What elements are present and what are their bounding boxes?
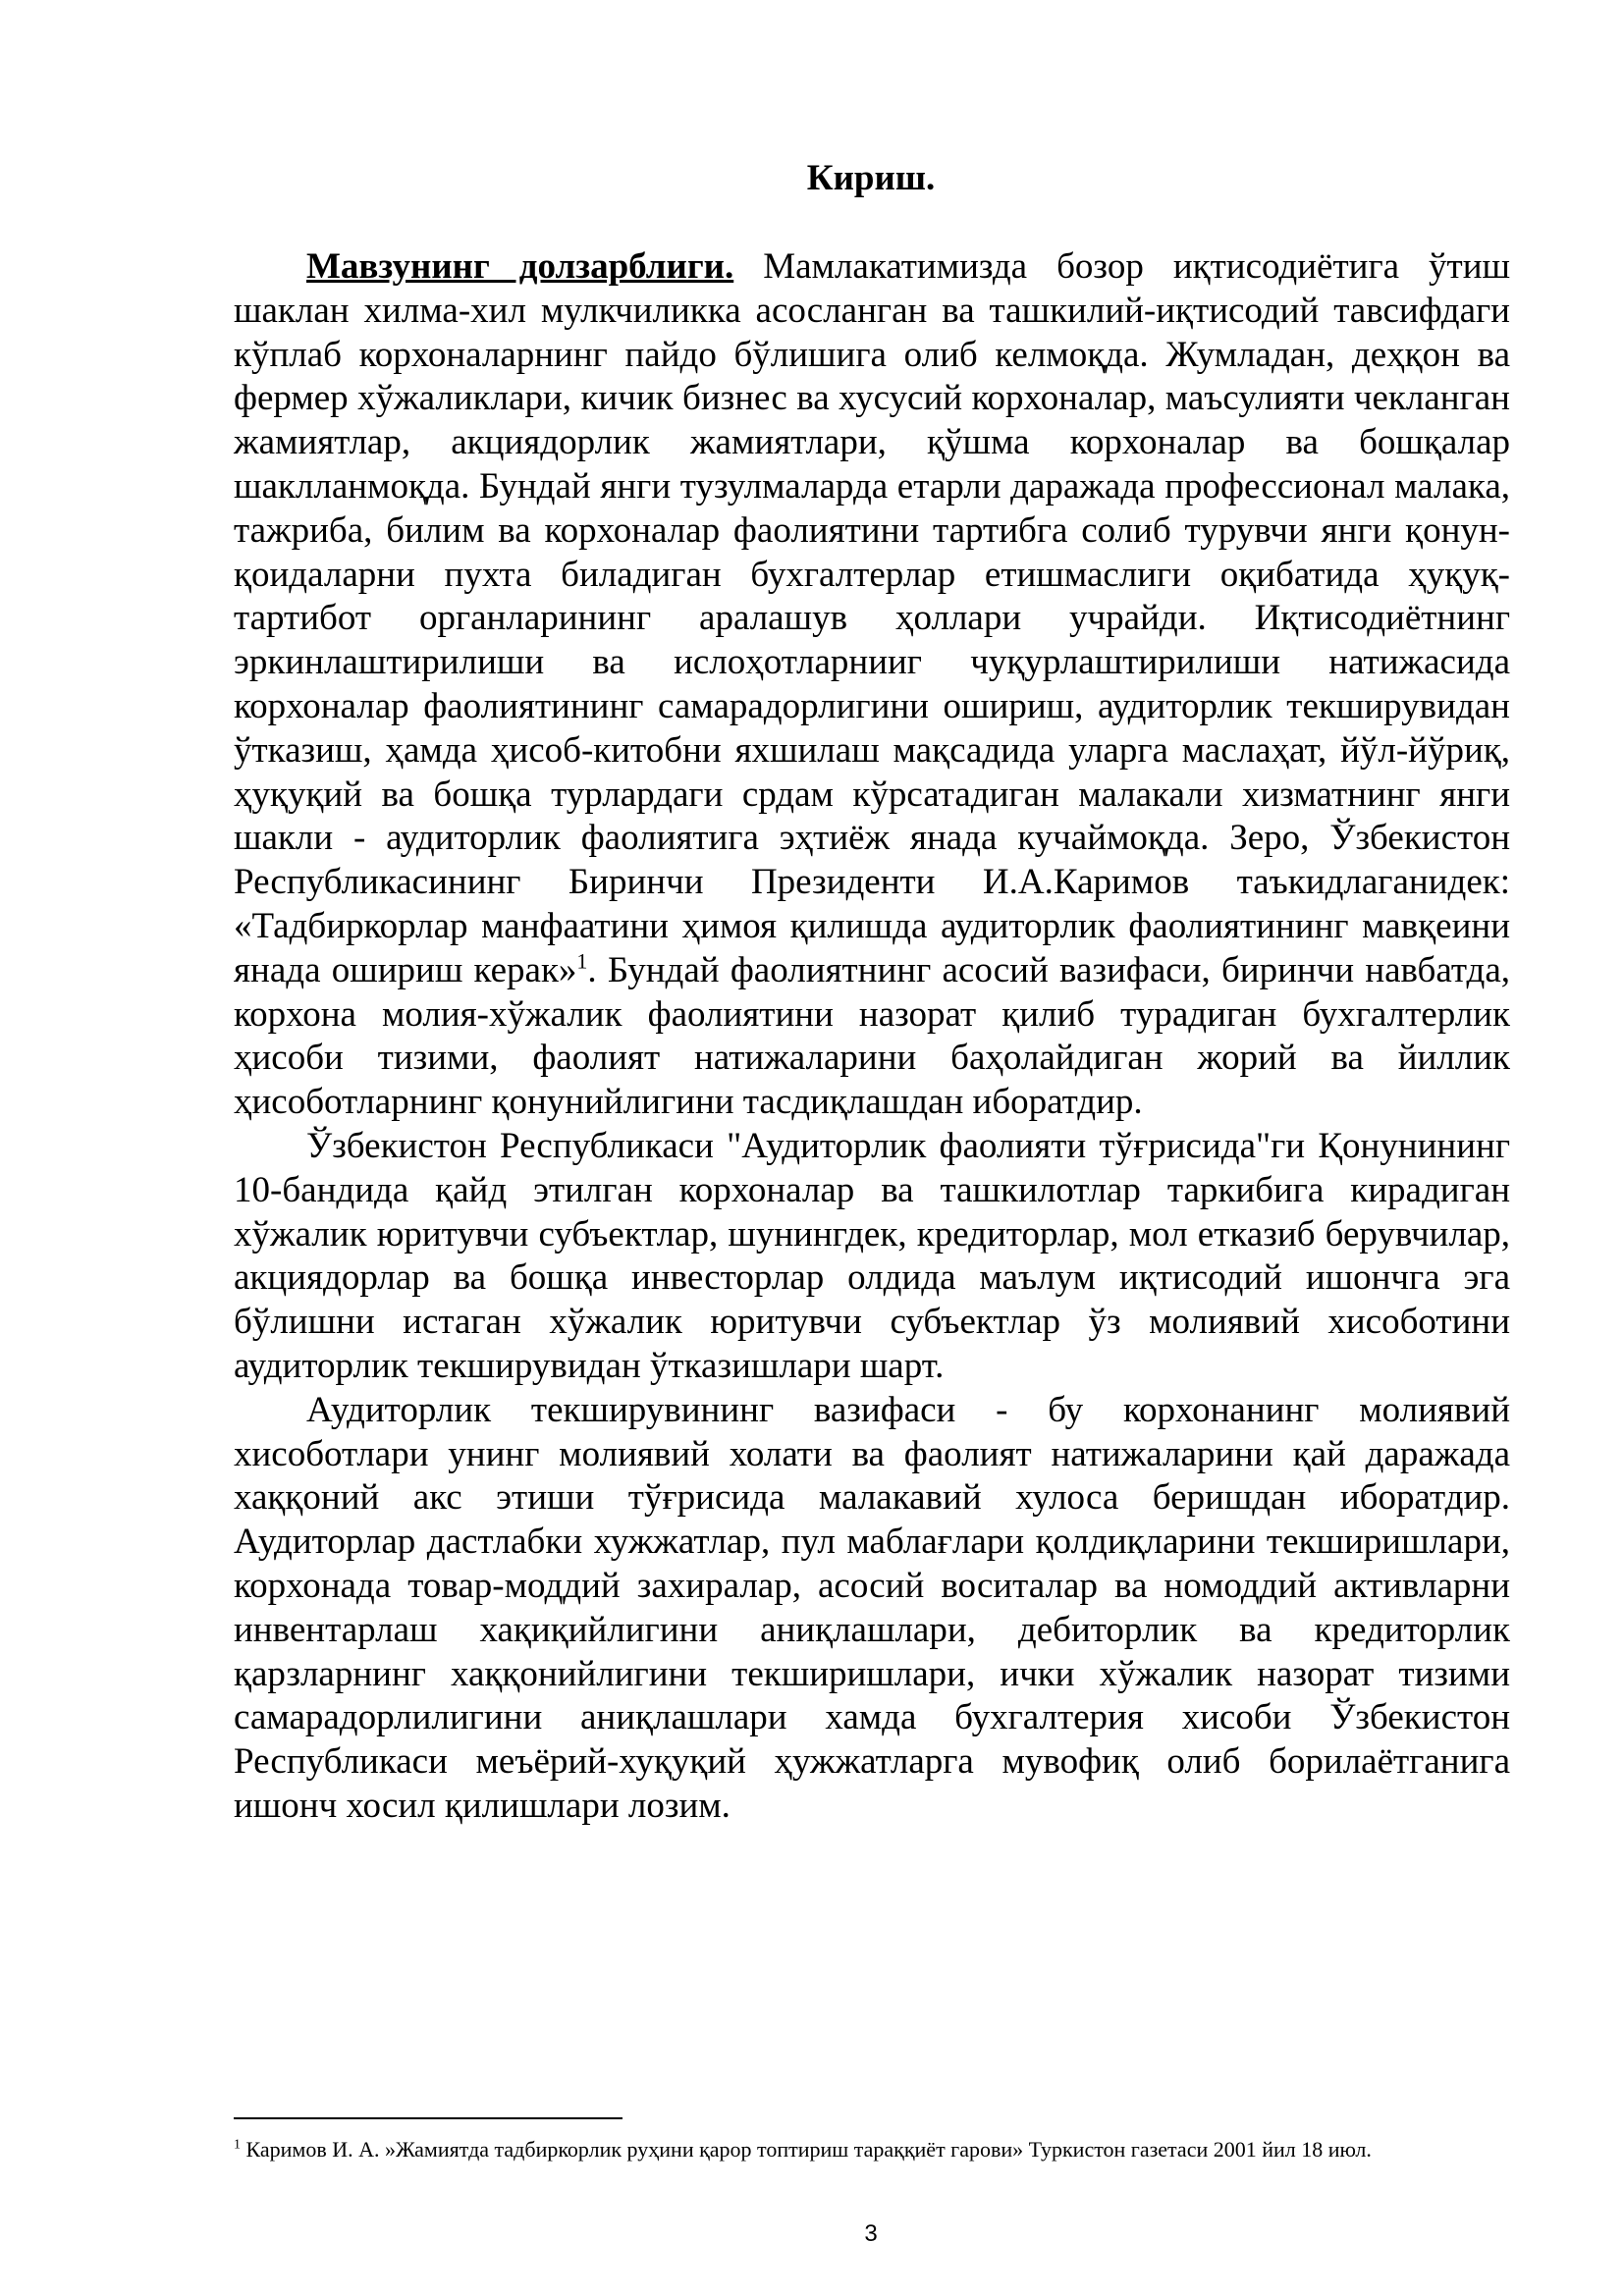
- footnote-reference[interactable]: 1: [576, 948, 588, 974]
- main-text: [234, 245, 1510, 1829]
- footnote-separator: [234, 2117, 623, 2119]
- page-number: 3: [864, 2220, 878, 2247]
- paragraph-text-continued: . Бундай фаолиятнинг асосий вазифаси, биринчи навбатда, корхона молия-хўжалик фаолиятини назорат қилиб турадиган бухгалтерлик ҳисоби тизими, фаолият натижаларини баҳолайдиган жорий ва йиллик ҳисоботларнинг қонунийлигини тасдиқлашдан иборатдир.: [234, 949, 1510, 1123]
- paragraph-law: Ўзбекистон Республикаси "Аудиторлик фаолияти тўғрисида"ги Қонунининг 10-бандида қайд этилган корхоналар ва ташкилотлар таркибига кирадиган хўжалик юритувчи субъектлар, шунингдек, кредиторлар, мол етказиб берувчилар, акциядорлар ва бошқа инвесторлар олдида маълум иқтисодий ишончга эга бўлишни истаган хўжалик юритувчи субъектлар ўз молиявий хисоботини аудиторлик текширувидан ўтказишлари шарт.: [234, 1125, 1510, 1386]
- page-title: Кириш.: [806, 158, 936, 198]
- paragraph-audit-task: Аудиторлик текширувининг вазифаси - бу корхонанинг молиявий хисоботлари унинг молиявий холати ва фаолият натижаларини қай даражада хаққоний акс этиши тўғрисида малакавий хулоса беришдан иборатдир. Аудиторлар дастлабки хужжатлар, пул маблағлари қолдиқларини текширишлари, корхонада товар-моддий захиралар, асосий воситалар ва номоддий активларни инвентарлаш хақиқийлигини аниқлашлари, дебиторлик ва кредиторлик қарзларнинг хаққонийлигини текширишлари, ички хўжалик назорат тизими самарадорлилигини аниқлашлари хамда бухгалтерия хисоби Ўзбекистон Республикаси меъёрий-хуқуқий ҳужжатларга мувофиқ олиб борилаётганига ишонч хосил қилишлари лозим.: [234, 1389, 1510, 1826]
- footnote-text: Каримов И. А. »Жамиятда тадбиркорлик руҳини қарор топтириш тараққиёт гарови» Туркистон газетаси 2001 йил 18 июл.: [241, 2137, 1372, 2162]
- paragraph-text: Мамлакатимизда бозор иқтисодиётига ўтиш шаклан хилма-хил мулкчиликка асосланган ва ташкилий-иқтисодий тавсифдаги кўплаб корхоналарнинг пайдо бўлишига олиб келмоқда. Жумладан, деҳқон ва фермер хўжаликлари, кичик бизнес ва хусусий корхоналар, маъсулияти чекланган жамиятлар, акциядорлик жамиятлари, қўшма корхоналар ва бошқалар шаклланмоқда. Бундай янги тузулмаларда етарли даражада профессионал малака, тажриба, билим ва корхоналар фаолиятини тартибга солиб турувчи янги қонун-қоидаларни пухта биладиган бухгалтерлар етишмаслиги оқибатида ҳуқуқ-тартибот органларининг аралашув ҳоллари учрайди. Иқтисодиётнинг эркинлаштирилиши ва ислоҳотларнииг чуқурлаштирилиши натижасида корхоналар фаолиятининг самарадорлигини ошириш, аудиторлик текширувидан ўтказиш, ҳамда ҳисоб-китобни яхшилаш мақсадида уларга маслаҳат, йўл-йўриқ, ҳуқуқий ва бошқа турлардаги срдам кўрсатадиган малакали хизматнинг янги шакли - аудиторлик фаолиятига эҳтиёж янада кучаймоқда. Зеро, Ўзбекистон Республикасининг Биринчи Президенти И.А.Каримов таъкидлаганидек: «Тадбиркорлар манфаатини ҳимоя қилишда аудиторлик фаолиятининг мавқеини янада ошириш керак»: [234, 246, 1510, 990]
- footnote-number: 1: [234, 2137, 241, 2153]
- paragraph-relevance: [234, 245, 1510, 1125]
- section-lead: Мавзунинг долзарблиги.: [306, 246, 734, 287]
- footnote: [234, 2136, 1510, 2163]
